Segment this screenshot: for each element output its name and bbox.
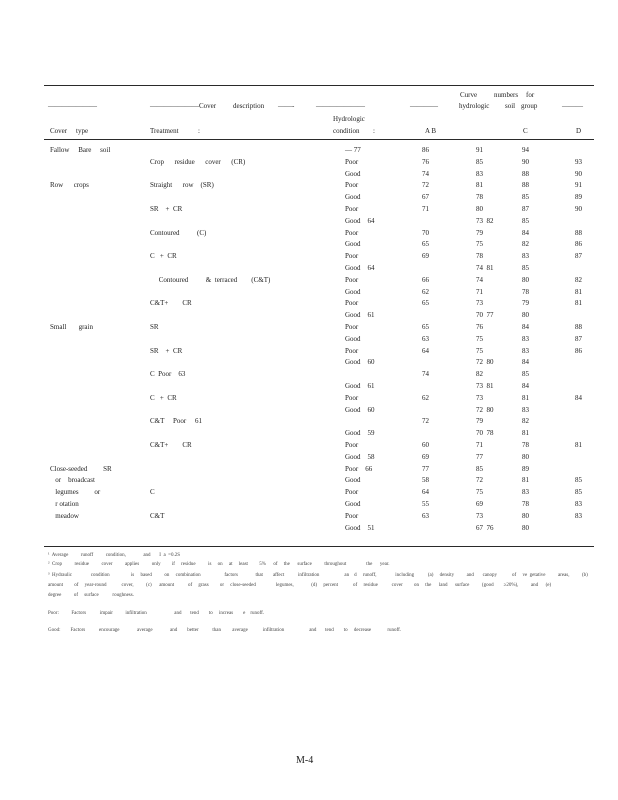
header-dash-cover: ———————	[48, 102, 97, 110]
cell-group-d: 81	[575, 288, 582, 296]
footnote-poor: Poor: Factors impair infiltration and tend to increas e runoff.	[48, 611, 264, 616]
cell-condition: Good 59	[345, 429, 375, 437]
cell-group-d: 90	[575, 170, 582, 178]
cell-group-b: 74	[476, 276, 483, 284]
cell-condition: Good 58	[345, 453, 375, 461]
cell-group-a: 67	[422, 193, 429, 201]
cell-group-b: 78	[476, 193, 483, 201]
header-description: description	[233, 102, 265, 110]
cell-group-b: 72 80	[476, 406, 494, 414]
cell-condition: Good 64	[345, 264, 375, 272]
cell-group-c: 89	[522, 465, 529, 473]
cell-group-a: 64	[422, 347, 429, 355]
cell-condition: Good	[345, 170, 361, 178]
cell-group-a: 77	[422, 465, 429, 473]
header-soil: soil	[505, 102, 516, 110]
cell-group-a: 65	[422, 323, 429, 331]
cell-group-b: 72 80	[476, 358, 494, 366]
cell-condition: — 77	[345, 146, 361, 154]
header-hydrologic: hydrologic	[459, 102, 490, 110]
cell-group-d: 87	[575, 252, 582, 260]
header-group: group	[521, 102, 538, 110]
cell-treatment: SR + CR	[150, 205, 183, 213]
cell-condition: Poor	[345, 488, 359, 496]
column-c: C	[523, 127, 528, 135]
cell-group-d: 86	[575, 347, 582, 355]
cell-group-c: 83	[522, 335, 529, 343]
cell-group-c: 84	[522, 358, 529, 366]
cell-group-c: 84	[522, 323, 529, 331]
cell-group-c: 94	[522, 146, 529, 154]
cell-treatment: Contoured & terraced (C&T)	[150, 276, 271, 284]
cell-group-c: 90	[522, 158, 529, 166]
cell-condition: Poor	[345, 347, 359, 355]
cell-group-c: 80	[522, 453, 529, 461]
bottom-rule	[44, 546, 594, 547]
cell-group-c: 83	[522, 252, 529, 260]
cell-group-d: 83	[575, 512, 582, 520]
cell-condition: Poor	[345, 276, 359, 284]
cell-group-c: 79	[522, 299, 529, 307]
cell-condition: Poor	[345, 205, 359, 213]
cell-group-d: 90	[575, 205, 582, 213]
cell-treatment: C + CR	[150, 394, 177, 402]
cell-group-b: 72	[476, 476, 483, 484]
header-rule	[44, 139, 594, 140]
cell-treatment: C Poor 63	[150, 370, 186, 378]
cell-treatment: SR + CR	[150, 347, 183, 355]
cell-treatment: C&T Poor 61	[150, 417, 202, 425]
cell-group-a: 71	[422, 205, 429, 213]
cell-group-b: 77	[476, 453, 483, 461]
cell-group-b: 83	[476, 170, 483, 178]
footnote-good: Good: Factors encourage average and better than average infiltration and tend to decrease runoff.	[48, 628, 402, 633]
cell-group-c: 78	[522, 288, 529, 296]
header-numbers: numbers	[494, 91, 519, 99]
cell-group-c: 88	[522, 181, 529, 189]
cell-group-b: 73	[476, 394, 483, 402]
cell-group-b: 79	[476, 417, 483, 425]
header-dash-hydro: ———————	[316, 102, 365, 110]
cell-condition: Good 60	[345, 406, 375, 414]
cell-group-b: 81	[476, 181, 483, 189]
cell-group-b: 70 78	[476, 429, 494, 437]
cell-group-c: 85	[522, 370, 529, 378]
column-cover: Cover	[50, 127, 68, 135]
cell-condition: Good	[345, 476, 361, 484]
cell-group-a: 65	[422, 240, 429, 248]
cell-group-d: 85	[575, 476, 582, 484]
cell-group-c: 82	[522, 417, 529, 425]
column-treatment-mark: :	[198, 127, 200, 135]
cell-condition: Good 60	[345, 358, 375, 366]
cell-group-a: 72	[422, 181, 429, 189]
cell-group-a: 55	[422, 500, 429, 508]
cell-group-c: 81	[522, 476, 529, 484]
cell-group-b: 79	[476, 229, 483, 237]
cell-treatment: SR	[150, 323, 159, 331]
cell-condition: Poor	[345, 323, 359, 331]
cell-group-d: 91	[575, 181, 582, 189]
column-condition-mark: :	[373, 127, 375, 135]
cell-condition: Poor	[345, 512, 359, 520]
cell-cover-type: Small grain	[50, 323, 93, 331]
cell-group-d: 83	[575, 500, 582, 508]
cell-group-a: 66	[422, 276, 429, 284]
cell-treatment: C	[150, 488, 155, 496]
cell-group-b: 75	[476, 347, 483, 355]
cell-condition: Good 51	[345, 524, 375, 532]
cell-treatment: C&T	[150, 512, 165, 520]
header-curve: Curve	[460, 91, 478, 99]
cell-cover-type: r otation	[50, 500, 79, 508]
cell-group-c: 83	[522, 488, 529, 496]
header-dash-end: ———	[562, 102, 583, 110]
cell-condition: Poor	[345, 229, 359, 237]
cell-cover-type: meadow	[50, 512, 79, 520]
cell-treatment: Crop residue cover (CR)	[150, 158, 246, 166]
cell-condition: Poor	[345, 252, 359, 260]
footnote-2: ² Crop residue cover applies only if residue is on at least 5% of the surface throughout the year.	[48, 562, 390, 567]
cell-treatment: Straight row (SR)	[150, 181, 214, 189]
cell-group-b: 82	[476, 370, 483, 378]
cell-group-a: 86	[422, 146, 429, 154]
cell-group-d: 85	[575, 488, 582, 496]
cell-condition: Good 61	[345, 382, 375, 390]
header-for: for	[526, 91, 535, 99]
header-dash-ab: ————	[410, 102, 438, 110]
cell-group-a: 74	[422, 170, 429, 178]
cell-condition: Poor 66	[345, 465, 373, 473]
cell-group-d: 82	[575, 276, 582, 284]
cell-group-c: 85	[522, 193, 529, 201]
cell-group-b: 71	[476, 441, 483, 449]
cell-condition: Poor	[345, 181, 359, 189]
header-cover: ———————Cover	[150, 102, 217, 110]
cell-group-d: 87	[575, 335, 582, 343]
cell-group-d: 81	[575, 441, 582, 449]
cell-group-a: 69	[422, 453, 429, 461]
cell-condition: Good	[345, 288, 361, 296]
cell-group-d: 88	[575, 323, 582, 331]
cell-group-a: 63	[422, 335, 429, 343]
cell-group-c: 80	[522, 524, 529, 532]
cell-group-b: 73	[476, 299, 483, 307]
cell-group-a: 63	[422, 512, 429, 520]
cell-condition: Poor	[345, 158, 359, 166]
cell-group-b: 80	[476, 205, 483, 213]
footnote-3: ³ Hydraulic condition is based on combination factors that affect infiltration an d runoff, including (a) density and canopy of ve getative areas, (b)	[48, 573, 588, 578]
cell-group-d: 89	[575, 193, 582, 201]
cell-group-a: 74	[422, 370, 429, 378]
cell-cover-type: Close-seeded SR	[50, 465, 112, 473]
cell-group-a: 62	[422, 288, 429, 296]
cell-group-a: 64	[422, 488, 429, 496]
cell-group-b: 69	[476, 500, 483, 508]
cell-group-b: 73	[476, 512, 483, 520]
cell-cover-type: or broadcast	[50, 476, 95, 484]
cell-group-b: 91	[476, 146, 483, 154]
cell-group-a: 76	[422, 158, 429, 166]
cell-group-c: 84	[522, 382, 529, 390]
cell-group-d: 86	[575, 240, 582, 248]
column-type: type	[76, 127, 89, 135]
column-condition: condition	[333, 127, 360, 135]
cell-group-a: 72	[422, 417, 429, 425]
cell-group-d: 81	[575, 299, 582, 307]
cell-group-a: 62	[422, 394, 429, 402]
cell-group-b: 73 81	[476, 382, 494, 390]
cell-condition: Good	[345, 193, 361, 201]
cell-group-c: 81	[522, 429, 529, 437]
cell-treatment: C&T+ CR	[150, 441, 192, 449]
cell-condition: Good	[345, 240, 361, 248]
cell-group-c: 88	[522, 170, 529, 178]
cell-treatment: Contoured (C)	[150, 229, 207, 237]
cell-group-a: 58	[422, 476, 429, 484]
cell-group-b: 76	[476, 323, 483, 331]
footnote-3-end: degree of surface roughness.	[48, 593, 134, 598]
cell-cover-type: Fallow Bare soil	[50, 146, 111, 154]
cell-group-c: 83	[522, 347, 529, 355]
cell-group-c: 85	[522, 264, 529, 272]
cell-group-b: 74 81	[476, 264, 494, 272]
cell-group-c: 87	[522, 205, 529, 213]
cell-group-d: 88	[575, 229, 582, 237]
cell-condition: Poor	[345, 394, 359, 402]
cell-group-c: 83	[522, 406, 529, 414]
cell-group-c: 78	[522, 441, 529, 449]
cell-group-c: 85	[522, 217, 529, 225]
cell-group-b: 85	[476, 158, 483, 166]
header-dash-mid: ——-	[278, 102, 295, 110]
cell-group-b: 67 76	[476, 524, 494, 532]
cell-cover-type: Row crops	[50, 181, 89, 189]
cell-group-b: 85	[476, 465, 483, 473]
cell-group-c: 80	[522, 311, 529, 319]
column-ab: A B	[425, 127, 437, 135]
cell-condition: Good 61	[345, 311, 375, 319]
cell-treatment: C + CR	[150, 252, 177, 260]
footnote-3-cont: amount of year-round cover, (c) amount of grass or close-seeded legumes, (d) percent of residue cover on the land surface (good ≥20%), and (e)	[48, 583, 552, 588]
cell-group-d: 93	[575, 158, 582, 166]
cell-group-a: 70	[422, 229, 429, 237]
column-treatment: Treatment	[150, 127, 179, 135]
cell-group-b: 75	[476, 488, 483, 496]
cell-group-c: 80	[522, 276, 529, 284]
cell-group-a: 60	[422, 441, 429, 449]
cell-group-d: 84	[575, 394, 582, 402]
cell-treatment: C&T+ CR	[150, 299, 192, 307]
cell-condition: Good 64	[345, 217, 375, 225]
cell-group-b: 73 82	[476, 217, 494, 225]
cell-group-b: 75	[476, 240, 483, 248]
cell-condition: Poor	[345, 441, 359, 449]
footnote-1: ¹ Average runoff condition, and I a =0.2S	[48, 553, 181, 558]
cell-condition: Poor	[345, 299, 359, 307]
top-rule	[44, 85, 594, 86]
cell-condition: Good	[345, 500, 361, 508]
cell-group-a: 65	[422, 299, 429, 307]
page-number: M-4	[296, 755, 314, 766]
cell-condition: Good	[345, 335, 361, 343]
cell-group-c: 78	[522, 500, 529, 508]
cell-group-c: 82	[522, 240, 529, 248]
cell-group-b: 78	[476, 252, 483, 260]
cell-group-b: 71	[476, 288, 483, 296]
cell-group-b: 75	[476, 335, 483, 343]
cell-group-a: 69	[422, 252, 429, 260]
cell-group-c: 84	[522, 229, 529, 237]
cell-group-b: 70 77	[476, 311, 494, 319]
cell-group-c: 80	[522, 512, 529, 520]
column-d: D	[576, 127, 582, 135]
header-hydrologic-label: Hydrologic	[333, 115, 365, 123]
cell-cover-type: legumes or	[50, 488, 101, 496]
cell-group-c: 81	[522, 394, 529, 402]
